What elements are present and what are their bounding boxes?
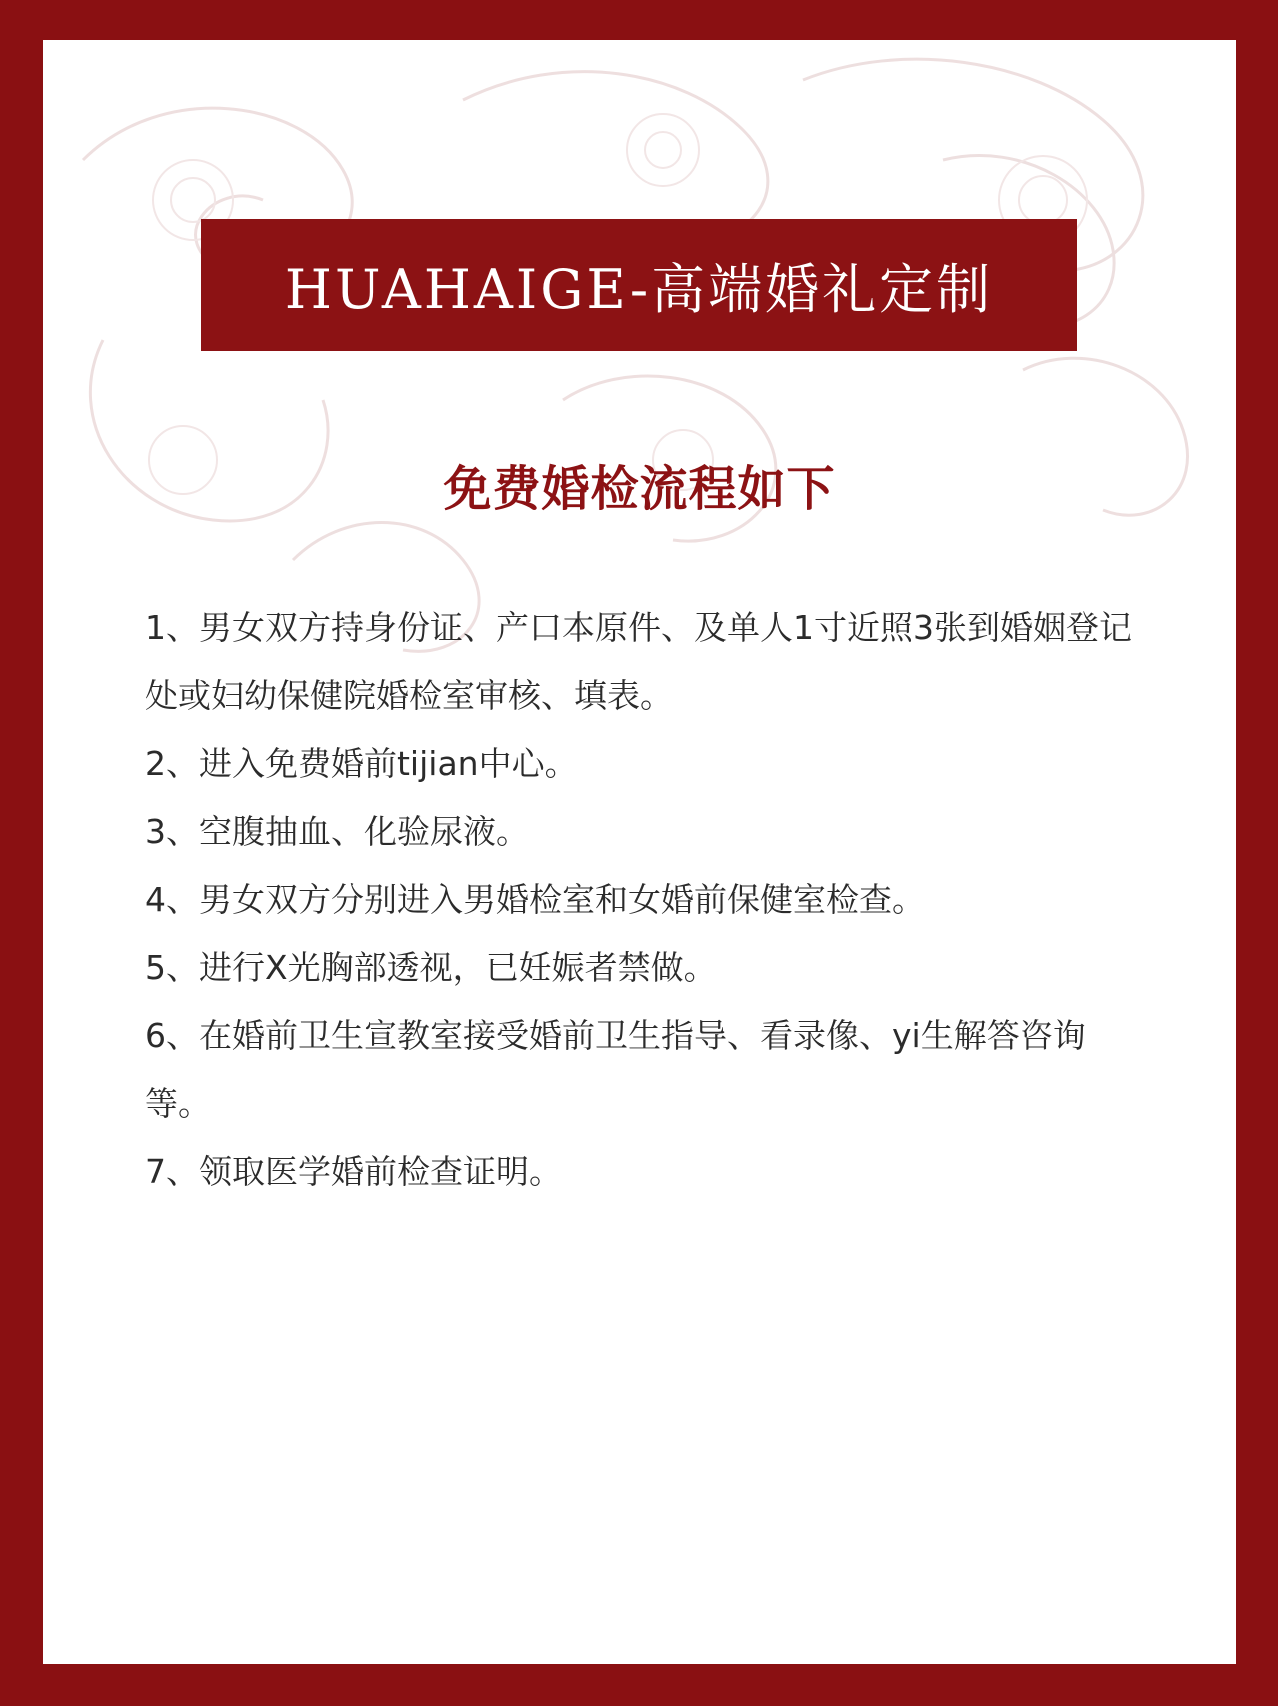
content-card <box>43 40 1236 1664</box>
banner-title: HUAHAIGE-高端婚礼定制 <box>284 257 994 321</box>
step-item: 4、男女双方分别进入男婚检室和女婚前保健室检查。 <box>145 880 925 919</box>
step-item: 1、男女双方持身份证、产口本原件、及单人1寸近照3张到婚姻登记处或妇幼保健院婚检室审核、填表。 <box>145 608 1132 715</box>
section-title: 免费婚检流程如下 <box>443 461 836 517</box>
step-item: 5、进行X光胸部透视，已妊娠者禁做。 <box>145 948 717 987</box>
step-item: 7、领取医学婚前检查证明。 <box>145 1152 562 1191</box>
steps-list <box>145 594 1145 1206</box>
step-item: 2、进入免费婚前tijian中心。 <box>145 744 578 783</box>
step-item: 6、在婚前卫生宣教室接受婚前卫生指导、看录像、yi生解答咨询等。 <box>145 1016 1086 1123</box>
header-banner <box>201 219 1077 351</box>
step-item: 3、空腹抽血、化验尿液。 <box>145 812 529 851</box>
